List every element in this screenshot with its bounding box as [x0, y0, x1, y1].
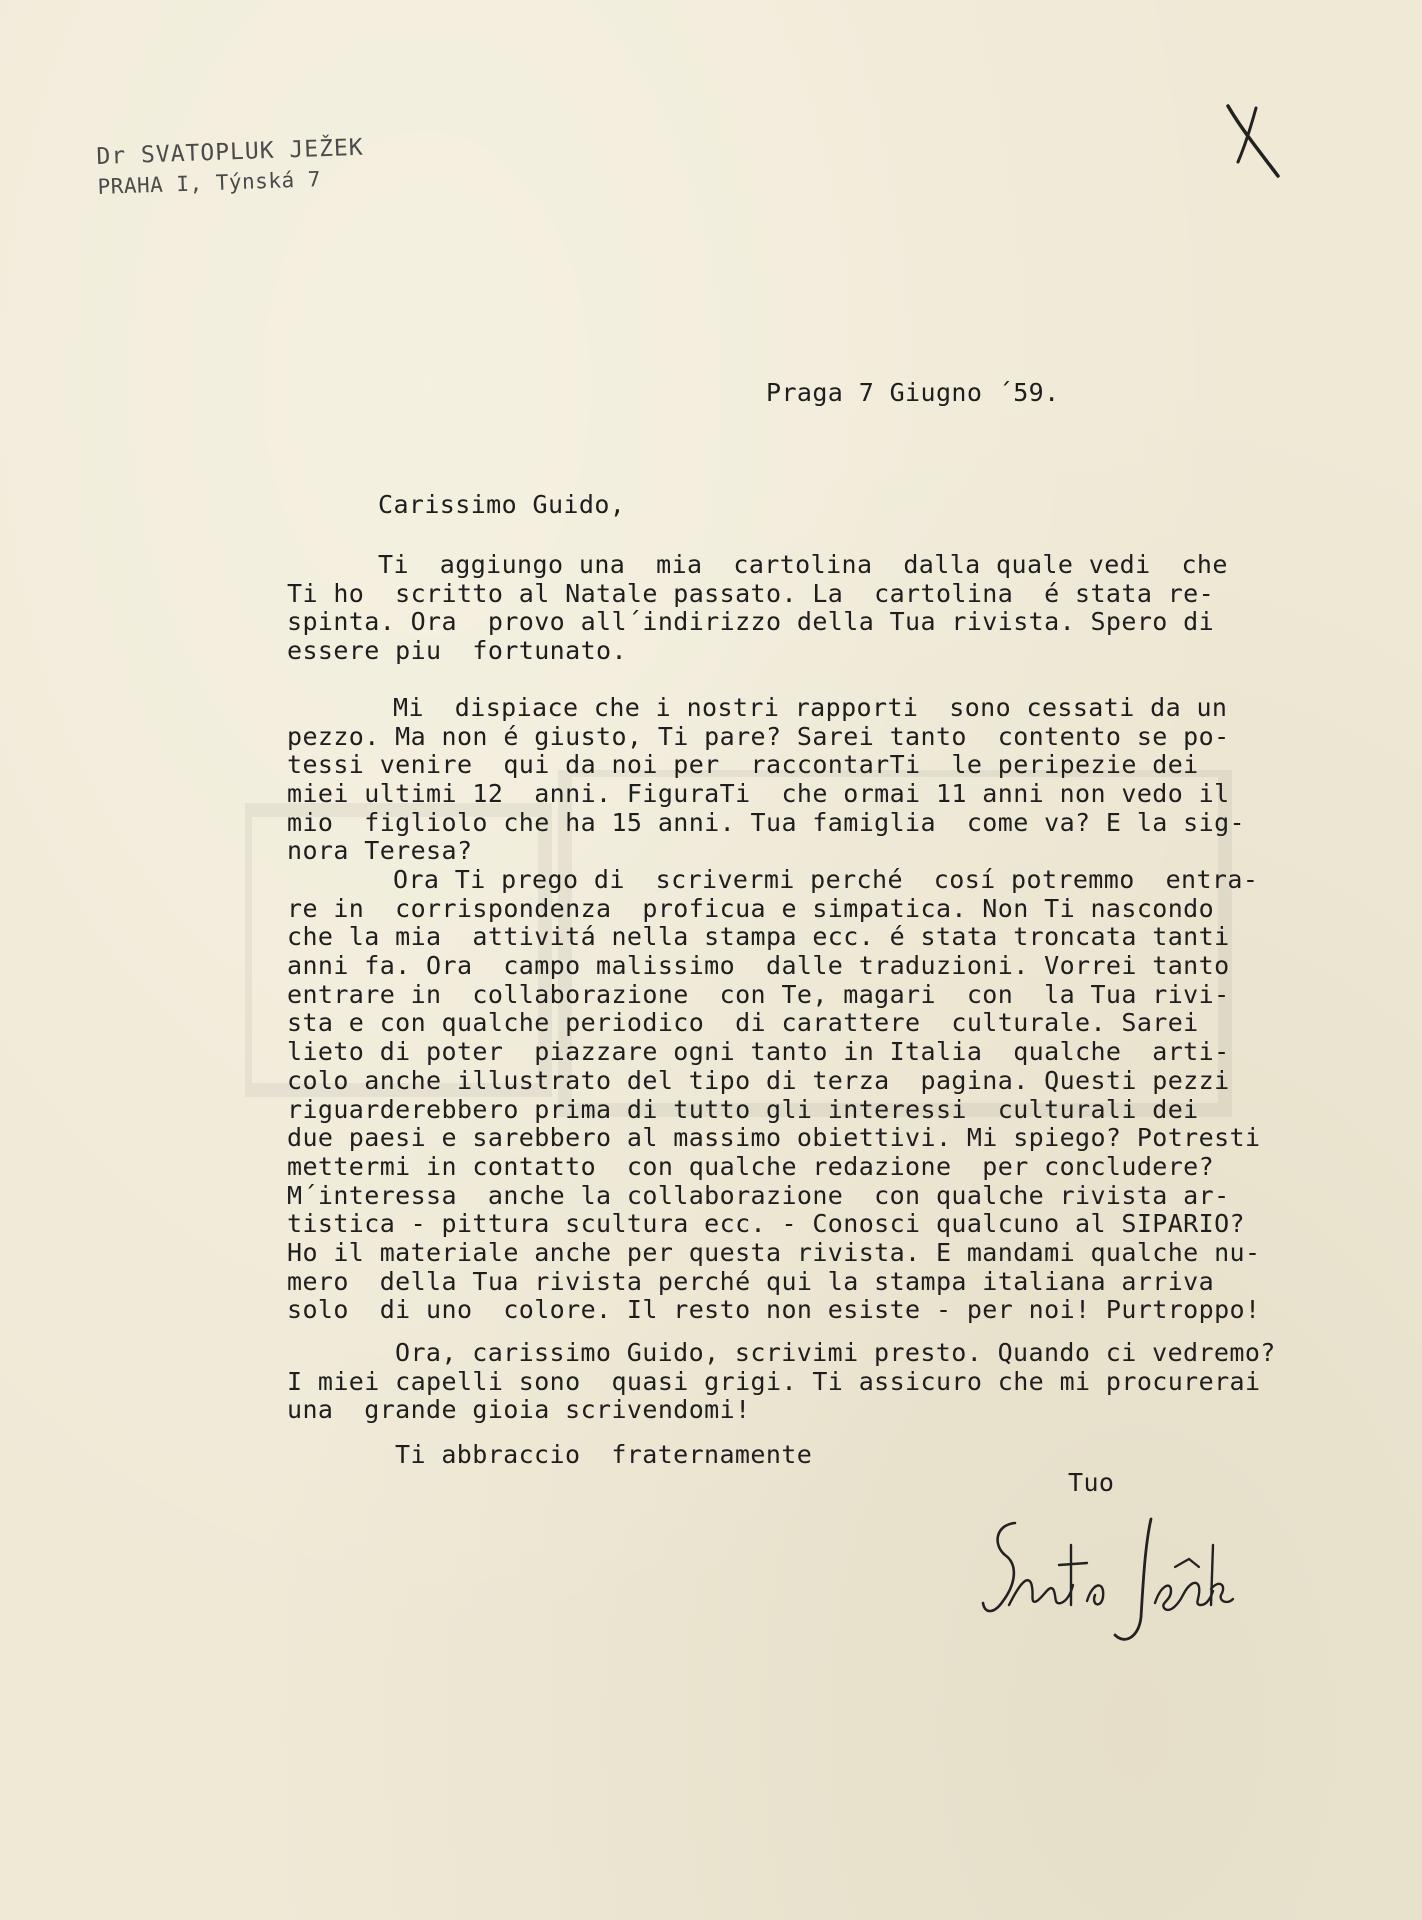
letterhead-stamp [96, 133, 365, 202]
text-line: anni fa. Ora campo malissimo dalle traduzioni. Vorrei tanto [287, 951, 1230, 981]
text-line: Ora Ti prego di scrivermi perché cosí potremmo entra- [393, 865, 1259, 894]
text-line: tessi venire qui da noi per raccontarTi le peripezie dei [287, 750, 1199, 780]
text-line: lieto di poter piazzare ogni tanto in Italia qualche arti- [287, 1037, 1230, 1067]
text-line: nora Teresa? [287, 836, 473, 866]
text-line: mettermi in contatto con qualche redazione per concludere? [287, 1151, 1215, 1181]
text-line: Ora, carissimo Guido, scrivimi presto. Quando ci vedremo? [395, 1338, 1276, 1367]
text-line: due paesi e sarebbero al massimo obiettivi. Mi spiego? Potresti [287, 1123, 1261, 1153]
text-line: re in corrispondenza proficua e simpatica. Non Ti nascondo [287, 893, 1215, 923]
letter-salutation: Carissimo Guido, [378, 490, 626, 519]
text-line: Mi dispiace che i nostri rapporti sono cessati da un [393, 693, 1228, 722]
text-line: spinta. Ora provo all´indirizzo della Tua rivista. Spero di [287, 607, 1215, 637]
text-line: M´interessa anche la collaborazione con qualche rivista ar- [287, 1180, 1230, 1210]
text-line: solo di uno colore. Il resto non esiste - per noi! Purtroppo! [287, 1295, 1261, 1325]
paragraph-2 [0, 694, 1422, 866]
letter-closing: Ti abbraccio fraternamente [395, 1440, 813, 1469]
text-line: miei ultimi 12 anni. FiguraTi che ormai 11 anni non vedo il [287, 779, 1230, 809]
text-line: una grande gioia scrivendomi! [287, 1395, 751, 1425]
text-line: Ti ho scritto al Natale passato. La cartolina é stata re- [287, 578, 1215, 608]
paragraph-4 [0, 1339, 1422, 1425]
text-line: che la mia attivitá nella stampa ecc. é stata troncata tanti [287, 922, 1230, 952]
paragraph-1 [0, 551, 1422, 666]
paragraph-3 [0, 866, 1422, 1325]
letter-date: Praga 7 Giugno ´59. [766, 378, 1060, 407]
text-line: I miei capelli sono quasi grigi. Ti assicuro che mi procurerai [287, 1366, 1261, 1396]
text-line: tistica - pittura scultura ecc. - Conosci qualcuno al SIPARIO? [287, 1209, 1245, 1239]
text-line: riguarderebbero prima di tutto gli interessi culturali dei [287, 1094, 1199, 1124]
handwritten-signature [975, 1505, 1255, 1655]
text-line: colo anche illustrato del tipo di terza pagina. Questi pezzi [287, 1065, 1230, 1095]
text-line: mio figliolo che ha 15 anni. Tua famiglia come va? E la sig- [287, 807, 1245, 837]
text-line: mero della Tua rivista perché qui la stampa italiana arriva [287, 1266, 1215, 1296]
text-line: Ti aggiungo una mia cartolina dalla quale vedi che [378, 550, 1228, 579]
text-line: sta e con qualche periodico di carattere culturale. Sarei [287, 1008, 1199, 1038]
letterhead-address: PRAHA I, Týnská 7 [97, 167, 322, 199]
letter-sign-off: Tuo [1068, 1468, 1115, 1497]
text-line: entrare in collaborazione con Te, magari con la Tua rivi- [287, 979, 1230, 1009]
text-line: essere piu fortunato. [287, 636, 627, 666]
corner-x-mark [1222, 100, 1282, 180]
letterhead-name: Dr SVATOPLUK JEŽEK [96, 134, 365, 170]
text-line: pezzo. Ma non é giusto, Ti pare? Sarei tanto contento se po- [287, 721, 1230, 751]
text-line: Ho il materiale anche per questa rivista. E mandami qualche nu- [287, 1237, 1261, 1267]
